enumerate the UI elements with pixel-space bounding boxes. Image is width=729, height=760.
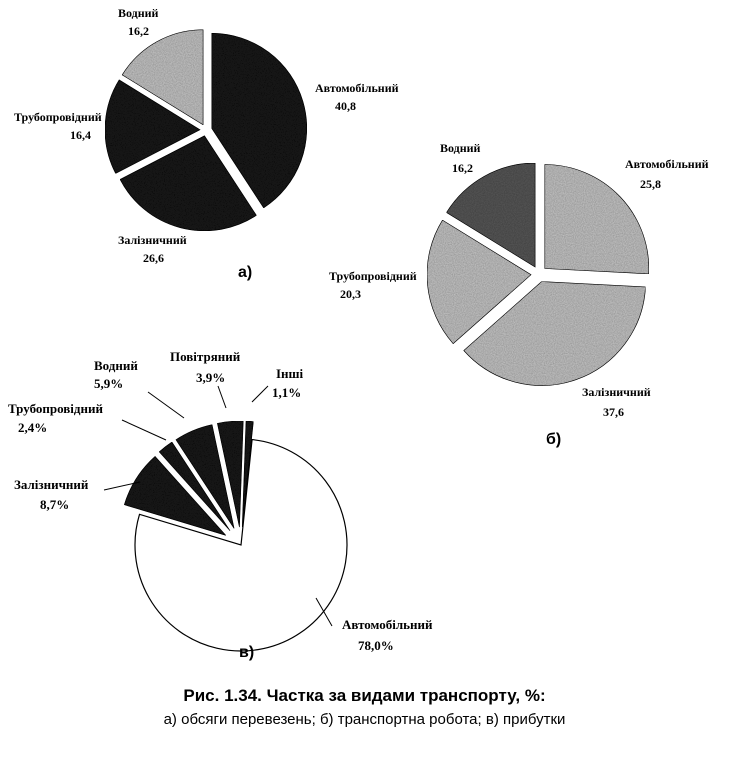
pie-c-value-1: 8,7%: [40, 497, 70, 512]
pie-c-label-4: Повітряний: [170, 349, 241, 364]
pie-b-label-2: Трубопровідний: [329, 269, 417, 283]
pie-a-label-3: Водний: [118, 6, 159, 20]
pie-b-value-1: 37,6: [603, 405, 624, 419]
figure-caption-title: Рис. 1.34. Частка за видами транспорту, %:: [183, 686, 546, 705]
pie-a-label-0: Автомобільний: [315, 81, 399, 95]
pie-c-label-3: Водний: [94, 358, 138, 373]
figure-caption-subtitle: а) обсяги перевезень; б) транспортна робота; в) прибутки: [163, 711, 566, 728]
pie-c-value-4: 3,9%: [196, 370, 226, 385]
pie-c-label-0: Автомобільний: [342, 617, 433, 632]
pie-chart-b: [427, 163, 649, 386]
pie-c-value-2: 2,4%: [18, 420, 48, 435]
pie-c-label-2: Трубопровідний: [8, 401, 103, 416]
pie-chart-a: [105, 30, 307, 231]
pie-a-label-2: Трубопровідний: [14, 110, 102, 124]
pie-c-leader-4: [218, 386, 226, 408]
pie-c-value-0: 78,0%: [358, 638, 394, 653]
pie-c-leader-3: [148, 392, 184, 418]
pie-c-leader-2: [122, 420, 166, 440]
panel-label-a: а): [238, 264, 253, 281]
pie-c-leader-5: [252, 386, 268, 402]
pie-a-value-2: 16,4: [70, 128, 91, 142]
pie-a-value-1: 26,6: [143, 251, 164, 265]
panel-label-c: в): [239, 644, 255, 661]
pie-b-value-0: 25,8: [640, 177, 661, 191]
pie-c-value-5: 1,1%: [272, 385, 302, 400]
pie-b-label-1: Залізничний: [582, 385, 651, 399]
pie-b-value-3: 16,2: [452, 161, 473, 175]
pie-c-label-1: Залізничний: [14, 477, 89, 492]
pie-chart-c: [124, 421, 347, 651]
pie-b-value-2: 20,3: [340, 287, 361, 301]
panel-label-b: б): [546, 431, 562, 448]
pie-a-label-1: Залізничний: [118, 233, 187, 247]
pie-b-label-3: Водний: [440, 141, 481, 155]
pie-a-value-3: 16,2: [128, 24, 149, 38]
pie-b-slice-0: [545, 164, 649, 273]
pie-c-label-5: Інші: [276, 366, 304, 381]
pie-b-label-0: Автомобільний: [625, 157, 709, 171]
pie-c-value-3: 5,9%: [94, 376, 124, 391]
pie-a-value-0: 40,8: [335, 99, 356, 113]
